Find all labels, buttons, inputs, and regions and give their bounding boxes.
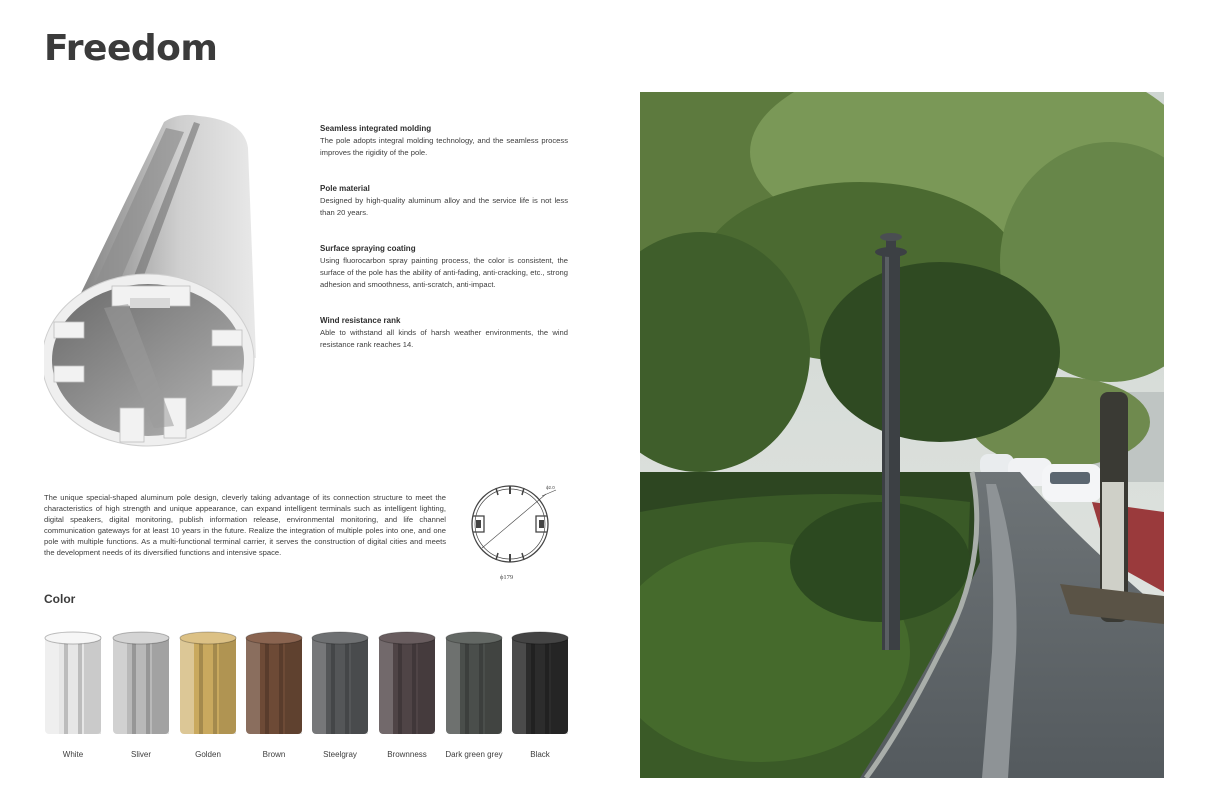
swatch-label-black: Black	[530, 750, 550, 759]
product-description: The unique special-shaped aluminum pole design, cleverly taking advantage of its connection structure to meet the characteristics of high strength and unique appearance, can expand intelligent terminals such as intelligent lighting, digital speakers, digital monitoring, publish information release, environmental monitoring, and life channel communication gateways for at least 10 years in the future. Realize the integration of multiple poles into one, and one pole with multiple functions. As a multi-functional terminal carrier, it serves the construction of digital cities and meets the development needs of its diversified functions and intensive space.	[44, 493, 446, 557]
page-title: Freedom	[44, 28, 218, 69]
installed-pole-photo	[640, 92, 1164, 778]
feature-text: Designed by high-quality aluminum alloy and the service life is not less than 20 years.	[320, 196, 568, 217]
cross-section-diagram	[466, 480, 562, 584]
wall-thickness-label: ϕ2.0	[546, 485, 555, 490]
swatch-label-brownness: Brownness	[387, 750, 427, 759]
color-section-heading: Color	[44, 592, 76, 606]
swatch-dark-green-grey	[445, 630, 503, 738]
swatch-sliver	[112, 630, 170, 738]
feature-wind-resistance	[320, 316, 568, 351]
swatch-steelgray	[311, 630, 369, 738]
swatch-golden	[179, 630, 237, 738]
feature-pole-material	[320, 184, 568, 219]
diameter-label: ϕ179	[500, 574, 514, 581]
feature-seamless-molding	[320, 124, 568, 159]
swatch-label-steelgray: Steelgray	[323, 750, 357, 759]
feature-text: Using fluorocarbon spray painting process, the color is consistent, the surface of the pole has the ability of anti-fading, anti-cracking, etc., strong adhesion and smoothness, anti-scratch, anti-impact.	[320, 256, 568, 289]
swatch-label-white: White	[62, 750, 84, 759]
swatch-brownness	[378, 630, 436, 738]
swatch-white	[44, 630, 102, 738]
swatch-label-dark-green-grey: Dark green grey	[445, 750, 503, 759]
feature-surface-coating	[320, 244, 568, 291]
pole-profile-image	[44, 108, 266, 448]
feature-title: Wind resistance rank	[320, 316, 401, 325]
swatch-label-sliver: Sliver	[130, 750, 151, 759]
swatch-black	[511, 630, 569, 738]
feature-title: Pole material	[320, 184, 370, 193]
feature-text: Able to withstand all kinds of harsh weather environments, the wind resistance rank reaches 14.	[320, 328, 568, 349]
feature-title: Surface spraying coating	[320, 244, 416, 253]
swatch-brown	[245, 630, 303, 738]
feature-title: Seamless integrated molding	[320, 124, 432, 133]
feature-text: The pole adopts integral molding technology, and the seamless process improves the rigidity of the pole.	[320, 136, 568, 157]
swatch-label-golden: Golden	[195, 750, 221, 759]
swatch-label-brown: Brown	[262, 750, 286, 759]
